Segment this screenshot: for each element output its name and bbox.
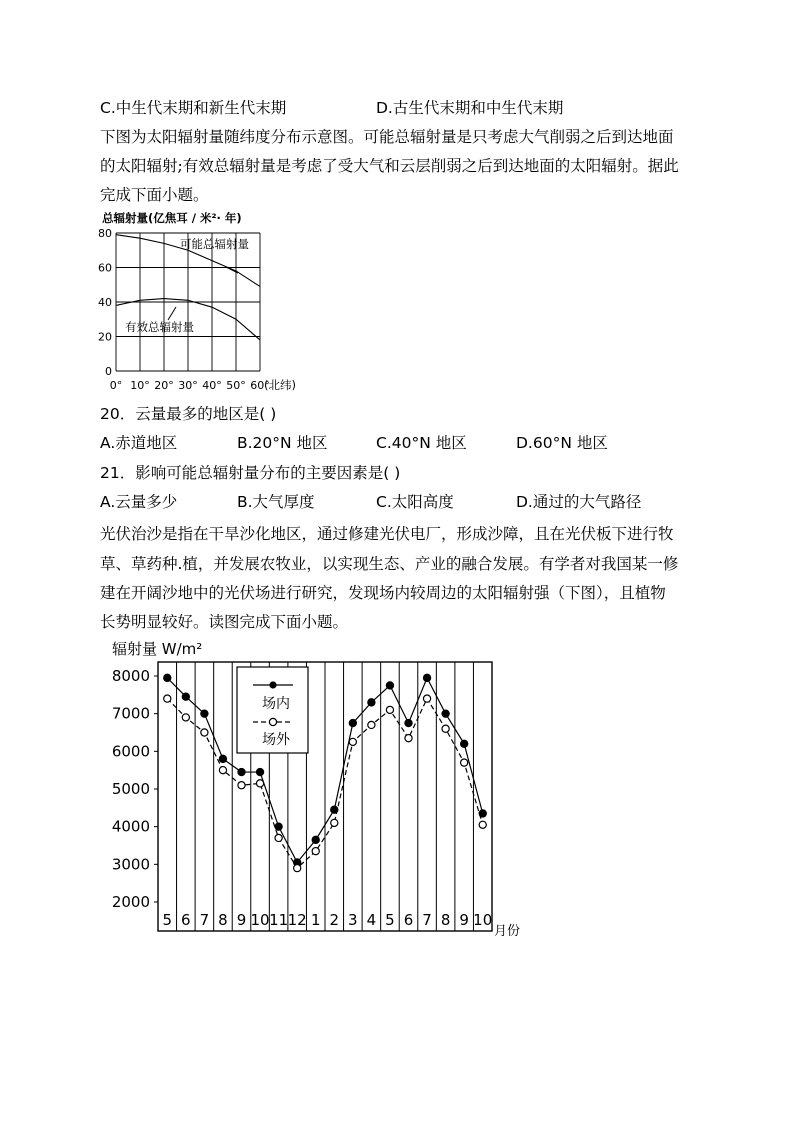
y-tick-label: 40	[98, 296, 112, 309]
outside-point	[442, 725, 449, 732]
x-tick-label: 40°	[202, 379, 222, 392]
monthly-radiation-chart	[100, 630, 540, 945]
chart2-ylabel: 辐射量 W/m²	[112, 640, 203, 658]
intro2-line1: 光伏治沙是指在干旱沙化地区，通过修建光伏电厂，形成沙障，且在光伏板下进行牧	[100, 525, 674, 543]
inside-point	[256, 768, 263, 775]
month-label: 10	[473, 911, 493, 929]
month-label: 8	[440, 911, 451, 929]
month-label: 12	[287, 911, 307, 929]
chart1-grid	[116, 233, 260, 371]
month-label: 9	[236, 911, 247, 929]
outside-point	[461, 759, 468, 766]
q21-option-a: A.云量多少	[100, 493, 178, 511]
inside-point	[461, 740, 468, 747]
intro2-line4: 长势明显较好。读图完成下面小题。	[100, 613, 349, 631]
y-tick-label: 7000	[111, 704, 150, 723]
inside-point	[386, 682, 393, 689]
month-label: 9	[459, 911, 469, 929]
chart2-xlabel: 月份	[494, 924, 521, 939]
chart1-xlabel: (北纬)	[264, 378, 296, 392]
month-label: 3	[348, 911, 358, 929]
outside-point	[294, 865, 301, 872]
inside-point	[219, 755, 226, 762]
month-label: 8	[218, 911, 228, 929]
outside-point	[201, 729, 208, 736]
outside-point	[349, 738, 356, 745]
outside-point	[479, 821, 486, 828]
y-tick-label: 8000	[111, 667, 150, 685]
legend-label-outside: 场外	[262, 732, 290, 748]
outside-point	[423, 695, 430, 702]
inside-point	[331, 806, 338, 813]
y-tick-label: 4000	[111, 817, 150, 836]
intro1-line2: 的太阳辐射;有效总辐射量是考虑了受大气和云层削弱之后到达地面的太阳辐射。据此	[100, 157, 679, 175]
y-tick-label: 5000	[111, 780, 150, 798]
x-tick-label: 0°	[109, 379, 123, 392]
q20-stem: 20．云量最多的地区是( )	[100, 405, 277, 423]
inside-point	[405, 719, 412, 726]
chart2-y-ticks	[112, 667, 158, 911]
y-tick-label: 20	[98, 330, 112, 344]
outside-point	[164, 695, 171, 702]
curve2-leader	[168, 307, 176, 320]
y-tick-label: 0	[105, 365, 112, 378]
month-label: 1	[310, 911, 321, 929]
q20-option-a: A.赤道地区	[100, 434, 178, 452]
outside-point	[275, 834, 282, 841]
month-label: 4	[366, 911, 377, 929]
outside-point	[219, 767, 226, 774]
month-label: 11	[269, 911, 289, 929]
curve1-label: 可能总辐射量	[180, 237, 249, 251]
x-tick-label: 20°	[154, 379, 174, 392]
chart1-ylabel: 总辐射量(亿焦耳 / 米²· 年)	[102, 211, 242, 225]
y-tick-label: 2000	[111, 893, 150, 911]
month-label: 5	[162, 911, 173, 929]
y-tick-label: 60	[98, 261, 112, 275]
q20-option-d: D.60°N 地区	[516, 434, 608, 452]
legend-marker-outside	[269, 718, 276, 725]
inside-point	[479, 810, 486, 817]
outside-point	[238, 782, 245, 789]
month-label: 10	[250, 911, 270, 929]
month-label: 7	[199, 911, 210, 929]
month-label: 2	[329, 911, 340, 929]
x-tick-label: 30°	[178, 379, 198, 392]
intro2-line2: 草、草药种.植，并发展农牧业，以实现生态、产业的融合发展。有学者对我国某一修	[100, 555, 679, 573]
outside-point	[256, 780, 263, 787]
inside-point	[182, 693, 189, 700]
inside-point	[349, 719, 356, 726]
intro2-line3: 建在开阔沙地中的光伏场进行研究，发现场内较周边的太阳辐射强（下图），且植物	[100, 584, 666, 602]
option-c-prev: C.中生代末期和新生代末期	[100, 99, 287, 117]
legend-marker-inside	[269, 681, 276, 688]
q21-option-b: B.大气厚度	[237, 493, 315, 511]
y-tick-label: 3000	[111, 855, 150, 874]
inside-point	[275, 823, 282, 830]
x-tick-label: 10°	[130, 379, 150, 392]
inside-point	[238, 768, 245, 775]
outside-point	[405, 735, 412, 742]
inside-point	[368, 699, 375, 706]
y-tick-label: 6000	[111, 742, 150, 761]
legend-label-inside: 场内	[262, 696, 290, 712]
outside-point	[368, 721, 375, 728]
month-label: 6	[403, 911, 414, 929]
inside-point	[312, 836, 319, 843]
month-label: 5	[385, 911, 395, 929]
chart2-x-ticks	[163, 911, 493, 929]
month-label: 7	[422, 911, 432, 929]
intro1-line1: 下图为太阳辐射量随纬度分布示意图。可能总辐射量是只考虑大气削弱之后到达地面	[100, 128, 674, 146]
month-label: 6	[181, 911, 191, 929]
q20-option-c: C.40°N 地区	[376, 434, 467, 452]
q20-option-b: B.20°N 地区	[237, 434, 328, 452]
x-tick-label: 50°	[226, 379, 246, 392]
outside-point	[386, 706, 393, 713]
chart2-frame	[158, 662, 492, 931]
q21-option-c: C.太阳高度	[376, 493, 454, 511]
inside-point	[164, 674, 171, 681]
outside-point	[182, 714, 189, 721]
chart2-legend	[237, 667, 308, 753]
intro1-line3: 完成下面小题。	[100, 186, 209, 204]
q21-option-d: D.通过的大气路径	[516, 493, 642, 511]
outside-point	[312, 848, 319, 855]
inside-point	[423, 674, 430, 681]
outside-point	[331, 819, 338, 826]
y-tick-label: 80	[98, 227, 112, 240]
option-d-prev: D.古生代末期和中生代末期	[376, 99, 564, 117]
curve2-label: 有效总辐射量	[125, 320, 194, 334]
x-tick-label: 60°	[250, 379, 270, 392]
inside-point	[442, 710, 449, 717]
latitude-radiation-chart	[96, 208, 336, 394]
inside-point	[201, 710, 208, 717]
q21-stem: 21．影响可能总辐射量分布的主要因素是( )	[100, 464, 401, 482]
chart1-y-ticks	[98, 227, 112, 378]
chart1-x-ticks	[110, 379, 270, 392]
